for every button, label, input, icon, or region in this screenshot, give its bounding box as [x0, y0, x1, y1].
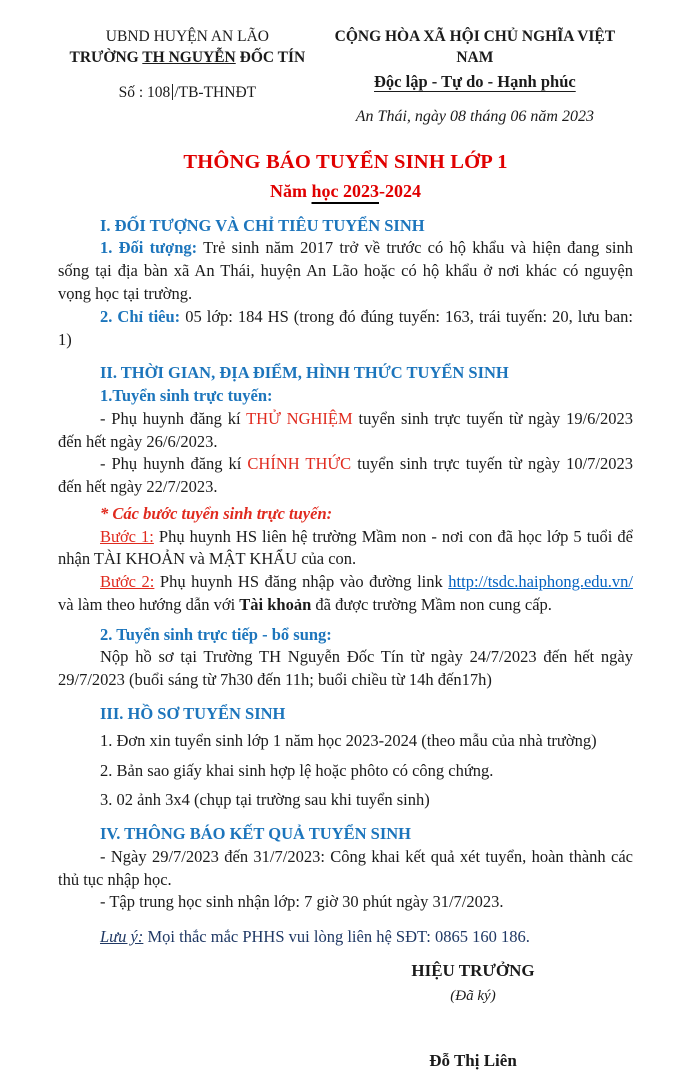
- step-1-paragraph: [58, 526, 633, 572]
- header-right-block: [317, 26, 633, 128]
- section-1-heading: I. ĐỐI TƯỢNG VÀ CHỈ TIÊU TUYỂN SINH: [100, 215, 425, 235]
- document-title: [58, 148, 633, 204]
- doi-tuong-text: Trẻ sinh năm 2017 trở về trước có hộ khẩu và hiện đang sinh sống tại địa bàn xã An Thái, huyện An Lão hoặc có hộ khẩu ở nơi khác có nguyện vọng học tại trường.: [58, 238, 633, 303]
- section-1-paragraph-doi-tuong: [58, 237, 633, 305]
- enrollment-portal-link[interactable]: http://tsdc.haiphong.edu.vn/: [448, 572, 633, 592]
- org-name: UBND HUYỆN AN LÃO: [105, 28, 269, 45]
- chi-tieu-text: 05 lớp: 184 HS (trong đó đúng tuyến: 163, trái tuyến: 20, lưu ban: 1): [58, 306, 634, 349]
- step-1-text: Phụ huynh HS liên hệ trường Mầm non - nơi con đã học lớp 5 tuổi để nhận TÀI KHOẢN và MẬT KHẨU của con.: [58, 526, 633, 569]
- dossier-item-1: 1. Đơn xin tuyển sinh lớp 1 năm học 2023-2024 (theo mẫu của nhà trường): [100, 730, 597, 750]
- document-number: [58, 82, 317, 103]
- dossier-item-2: 2. Bản sao giấy khai sinh hợp lệ hoặc phôto có công chứng.: [100, 760, 494, 780]
- official-pre-text: - Phụ huynh đăng kí: [100, 454, 248, 474]
- trial-highlight: THỬ NGHIỆM: [246, 408, 353, 428]
- step-2-mid-text: và làm theo hướng dẫn với: [58, 594, 240, 614]
- dossier-item-3: 3. 02 ảnh 3x4 (chụp tại trường sau khi tuyển sinh): [100, 790, 430, 810]
- national-title: CỘNG HÒA XÃ HỘI CHỦ NGHĨA VIỆT NAM: [334, 28, 616, 67]
- doi-tuong-label: 1. Đối tượng:: [100, 238, 198, 258]
- online-trial-paragraph: [58, 408, 633, 454]
- school-name-underlined: TH NGUYỄN: [142, 49, 236, 67]
- chi-tieu-label: 2. Chỉ tiêu:: [100, 306, 181, 326]
- document-number-suffix: /TB-THNĐT: [174, 83, 257, 101]
- online-official-paragraph: [58, 453, 633, 499]
- document-header: [58, 26, 633, 128]
- section-2-sub2-heading: 2. Tuyển sinh trực tiếp - bổ sung:: [100, 624, 332, 644]
- direct-enrollment-paragraph: Nộp hồ sơ tại Trường TH Nguyễn Đốc Tín từ ngày 24/7/2023 đến hết ngày 29/7/2023 (buổi sáng từ 7h30 đến 11h; buổi chiều từ 14h đến17h): [58, 647, 633, 690]
- national-motto: Độc lập - Tự do - Hạnh phúc: [374, 71, 576, 91]
- note-text: Mọi thắc mắc PHHS vui lòng liên hệ SĐT: 0865 160 186.: [143, 927, 530, 947]
- contact-note: [58, 926, 633, 949]
- section-3-heading: III. HỒ SƠ TUYỂN SINH: [100, 704, 286, 724]
- section-4-heading: IV. THÔNG BÁO KẾT QUẢ TUYỂN SINH: [100, 824, 411, 844]
- school-name: [58, 47, 317, 68]
- step-2-post-text: đã được trường Mầm non cung cấp.: [311, 594, 552, 614]
- official-highlight: CHÍNH THỨC: [247, 454, 352, 474]
- step-2-pre-text: Phụ huynh HS đăng nhập vào đường link: [154, 572, 449, 592]
- step-2-bold-text: Tài khoản: [239, 594, 312, 614]
- date-line: An Thái, ngày 08 tháng 06 năm 2023: [355, 107, 594, 125]
- document-title-line1: THÔNG BÁO TUYỂN SINH LỚP 1: [183, 150, 508, 173]
- signer-title: HIỆU TRƯỞNG: [411, 960, 535, 980]
- class-assignment-paragraph: - Tập trung học sinh nhận lớp: 7 giờ 30 phút ngày 31/7/2023.: [100, 892, 504, 912]
- school-name-prefix: TRƯỜNG: [69, 49, 143, 67]
- official-post-text: tuyển sinh trực tuyến từ ngày 10/7/2023 đến hết ngày 22/7/2023.: [58, 454, 633, 497]
- section-2-heading: II. THỜI GIAN, ĐỊA ĐIỂM, HÌNH THỨC TUYỂN SINH: [100, 363, 509, 383]
- title-line2-underlined: học 2023: [311, 180, 379, 201]
- section-1-paragraph-chi-tieu: [58, 306, 633, 352]
- section-2-sub1-heading: 1.Tuyển sinh trực tuyến:: [100, 386, 273, 406]
- step-2-paragraph: [58, 571, 633, 617]
- signature-block: [323, 959, 623, 1073]
- title-line2-suffix: -2024: [379, 180, 421, 201]
- step-1-label: Bước 1:: [100, 526, 154, 546]
- school-name-suffix: ĐỐC TÍN: [235, 49, 306, 67]
- header-left-block: [58, 26, 317, 128]
- trial-pre-text: - Phụ huynh đăng kí: [100, 408, 247, 428]
- online-steps-heading: * Các bước tuyển sinh trực tuyến:: [100, 503, 333, 523]
- document-number-value: Số : 108: [118, 83, 171, 101]
- title-line2-prefix: Năm: [270, 180, 312, 201]
- trial-post-text: tuyển sinh trực tuyến từ ngày 19/6/2023 đến hết ngày 26/6/2023.: [58, 408, 634, 451]
- document-title-line2: [58, 179, 633, 204]
- result-announcement-paragraph: - Ngày 29/7/2023 đến 31/7/2023: Công khai kết quả xét tuyển, hoàn thành các thủ tục nhập học.: [58, 846, 633, 889]
- step-2-label: Bước 2:: [100, 572, 155, 592]
- note-label: Lưu ý:: [100, 927, 144, 947]
- signer-name: Đỗ Thị Liên: [429, 1051, 517, 1071]
- signed-mark: (Đã ký): [450, 988, 496, 1005]
